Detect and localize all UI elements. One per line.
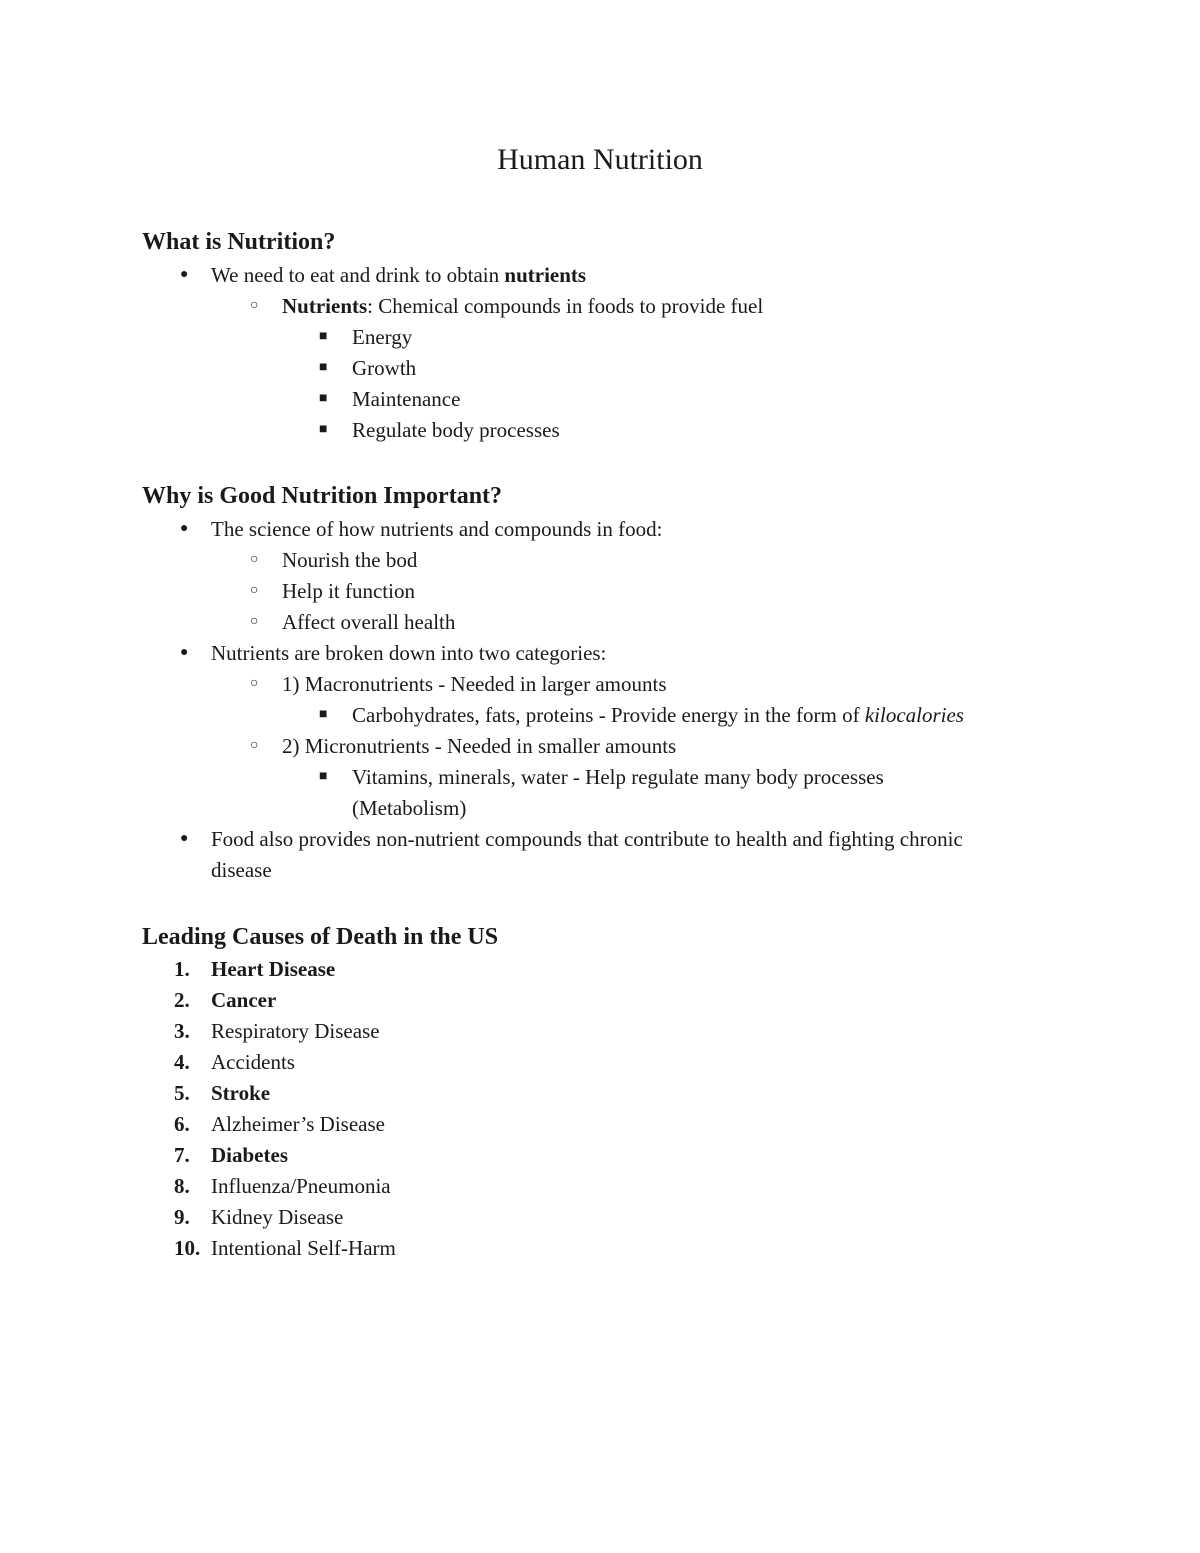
circle-bullet-icon: ○ [250,552,259,567]
square-bullet-icon: ■ [319,769,328,784]
item-number: 6. [174,1112,190,1136]
section-heading-what-is-nutrition: What is Nutrition? [142,229,336,255]
bullet-item [180,261,587,289]
list-text: Vitamins, minerals, water - Help regulate many body processes [352,765,884,789]
item-number: 1. [174,957,190,981]
bullet-text: The science of how nutrients and compounds in food: [211,517,663,541]
sub-sub-bullet-item [319,385,461,413]
item-number: 5. [174,1081,190,1105]
bullet-item [180,515,663,543]
item-number: 7. [174,1143,190,1167]
disc-bullet-icon: ● [180,831,189,846]
circle-bullet-icon: ○ [250,298,259,313]
item-text: Alzheimer’s Disease [211,1112,385,1136]
item-text: Cancer [211,988,277,1012]
circle-bullet-icon: ○ [250,614,259,629]
item-text: Respiratory Disease [211,1019,380,1043]
list-text: Help it function [282,579,415,603]
square-bullet-icon: ■ [319,422,328,437]
section-heading-leading-causes: Leading Causes of Death in the US [142,924,499,950]
square-bullet-icon: ■ [319,391,328,406]
sub-bullet-item [250,670,667,698]
list-text: Growth [352,356,417,380]
list-text: 2) Micronutrients - Needed in smaller amounts [282,734,677,758]
bullet-text: Nutrients are broken down into two categories: [211,641,607,665]
document-title: Human Nutrition [497,143,703,176]
bullet-text: disease [211,858,272,882]
circle-bullet-icon: ○ [250,676,259,691]
sub-sub-bullet-item [319,354,417,382]
item-text: Intentional Self-Harm [211,1236,396,1260]
bullet-text: We need to eat and drink to obtain [211,263,505,287]
italic-term: kilocalories [864,703,964,727]
wrapped-line [352,794,466,822]
bullet-item [180,639,607,667]
sub-sub-bullet-item [319,416,560,444]
definition-text: : Chemical compounds in foods to provide fuel [367,294,764,318]
circle-bullet-icon: ○ [250,583,259,598]
square-bullet-icon: ■ [319,329,328,344]
item-text: Kidney Disease [211,1205,344,1229]
item-text: Influenza/Pneumonia [211,1174,391,1198]
sub-sub-bullet-item [319,701,964,729]
bold-term: nutrients [504,263,587,287]
sub-bullet-item [250,732,677,760]
item-number: 2. [174,988,190,1012]
bold-term: Nutrients [282,294,368,318]
item-text: Heart Disease [211,957,336,981]
list-text: Maintenance [352,387,461,411]
item-number: 10. [174,1236,201,1260]
sub-bullet-item [250,577,415,605]
item-number: 8. [174,1174,190,1198]
circle-bullet-icon: ○ [250,738,259,753]
list-text: Carbohydrates, fats, proteins - Provide energy in the form of [352,703,865,727]
square-bullet-icon: ■ [319,360,328,375]
disc-bullet-icon: ● [180,521,189,536]
disc-bullet-icon: ● [180,267,189,282]
item-number: 9. [174,1205,190,1229]
list-text: Nourish the bod [282,548,418,572]
sub-bullet-item [250,608,456,636]
section-heading-why-good-nutrition: Why is Good Nutrition Important? [142,483,503,509]
bullet-item [180,825,963,853]
item-text: Stroke [211,1081,271,1105]
list-text: 1) Macronutrients - Needed in larger amounts [282,672,667,696]
list-text: Energy [352,325,413,349]
sub-sub-bullet-item [319,323,413,351]
wrapped-line [211,856,272,884]
item-text: Diabetes [211,1143,288,1167]
sub-bullet-item [250,546,418,574]
bullet-text: Food also provides non-nutrient compounds that contribute to health and fighting chronic [211,827,963,851]
square-bullet-icon: ■ [319,707,328,722]
sub-bullet-item [250,292,764,320]
sub-sub-bullet-item [319,763,884,791]
disc-bullet-icon: ● [180,645,189,660]
list-text: Regulate body processes [352,418,560,442]
item-text: Accidents [211,1050,295,1074]
list-text: (Metabolism) [352,796,467,820]
list-text: Affect overall health [282,610,456,634]
item-number: 4. [174,1050,190,1074]
item-number: 3. [174,1019,190,1043]
